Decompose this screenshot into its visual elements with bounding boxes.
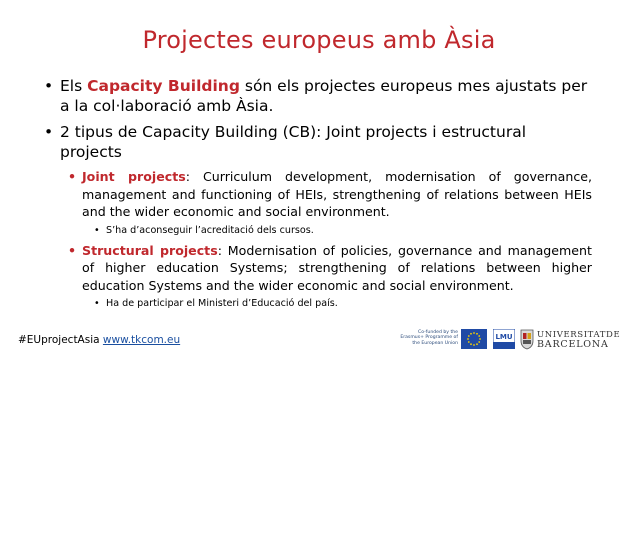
note-joint-projects: • S’ha d’aconseguir l’acreditació dels cursos. xyxy=(94,223,592,238)
bullet-list xyxy=(44,76,592,315)
structural-projects-label: Structural projects xyxy=(82,242,218,258)
bullet-capacity-building xyxy=(44,76,592,116)
structural-projects-text: : Modernisation of policies, governance and management of higher education Systems; strengthening of relations between higher education Systems and the wider economic and social environment. xyxy=(82,242,592,293)
joint-projects-text: : Curriculum development, modernisation of governance, management and functioning of HEIs, strengthening of relations between HEIs and the wider economic and social environment. xyxy=(82,169,592,219)
bullet2-text: 2 tipus de Capacity Building (CB): Joint projects i estructural projects xyxy=(60,123,527,161)
sub-bullet-structural-projects xyxy=(68,242,592,295)
footer xyxy=(18,334,180,346)
slide-title: Projectes europeus amb Àsia xyxy=(142,26,496,54)
ub-line2: BARCELONA xyxy=(537,339,609,350)
note-structural-projects: • Ha de participar el Ministeri d’Educació del país. xyxy=(94,296,592,311)
sub-bullet-joint-projects xyxy=(68,168,592,221)
bullet-cb-types xyxy=(44,122,592,162)
logo-strip xyxy=(400,326,621,354)
capacity-building-highlight: Capacity Building xyxy=(87,77,240,95)
tkcom-link[interactable]: www.tkcom.eu xyxy=(102,334,181,346)
bullet1-pre: Els xyxy=(60,77,88,95)
lmu-logo-icon xyxy=(493,329,515,349)
joint-projects-label: Joint projects xyxy=(82,169,186,184)
eu-flag-icon xyxy=(461,329,487,349)
bullet1-post: són els projectes europeus mes ajustats per a la col·laboració amb Àsia. xyxy=(60,77,588,115)
universitat-barcelona-wordmark xyxy=(537,330,620,350)
ub-shield-icon xyxy=(520,328,534,350)
hashtag: #EUprojectAsia xyxy=(18,334,100,346)
lmu-logo-text: LMU xyxy=(495,333,513,341)
ub-line1: UNIVERSITATDE xyxy=(537,330,621,340)
erasmus-cofunded-text: Co-funded by the Erasmus+ Programme of the European Union xyxy=(400,330,458,346)
